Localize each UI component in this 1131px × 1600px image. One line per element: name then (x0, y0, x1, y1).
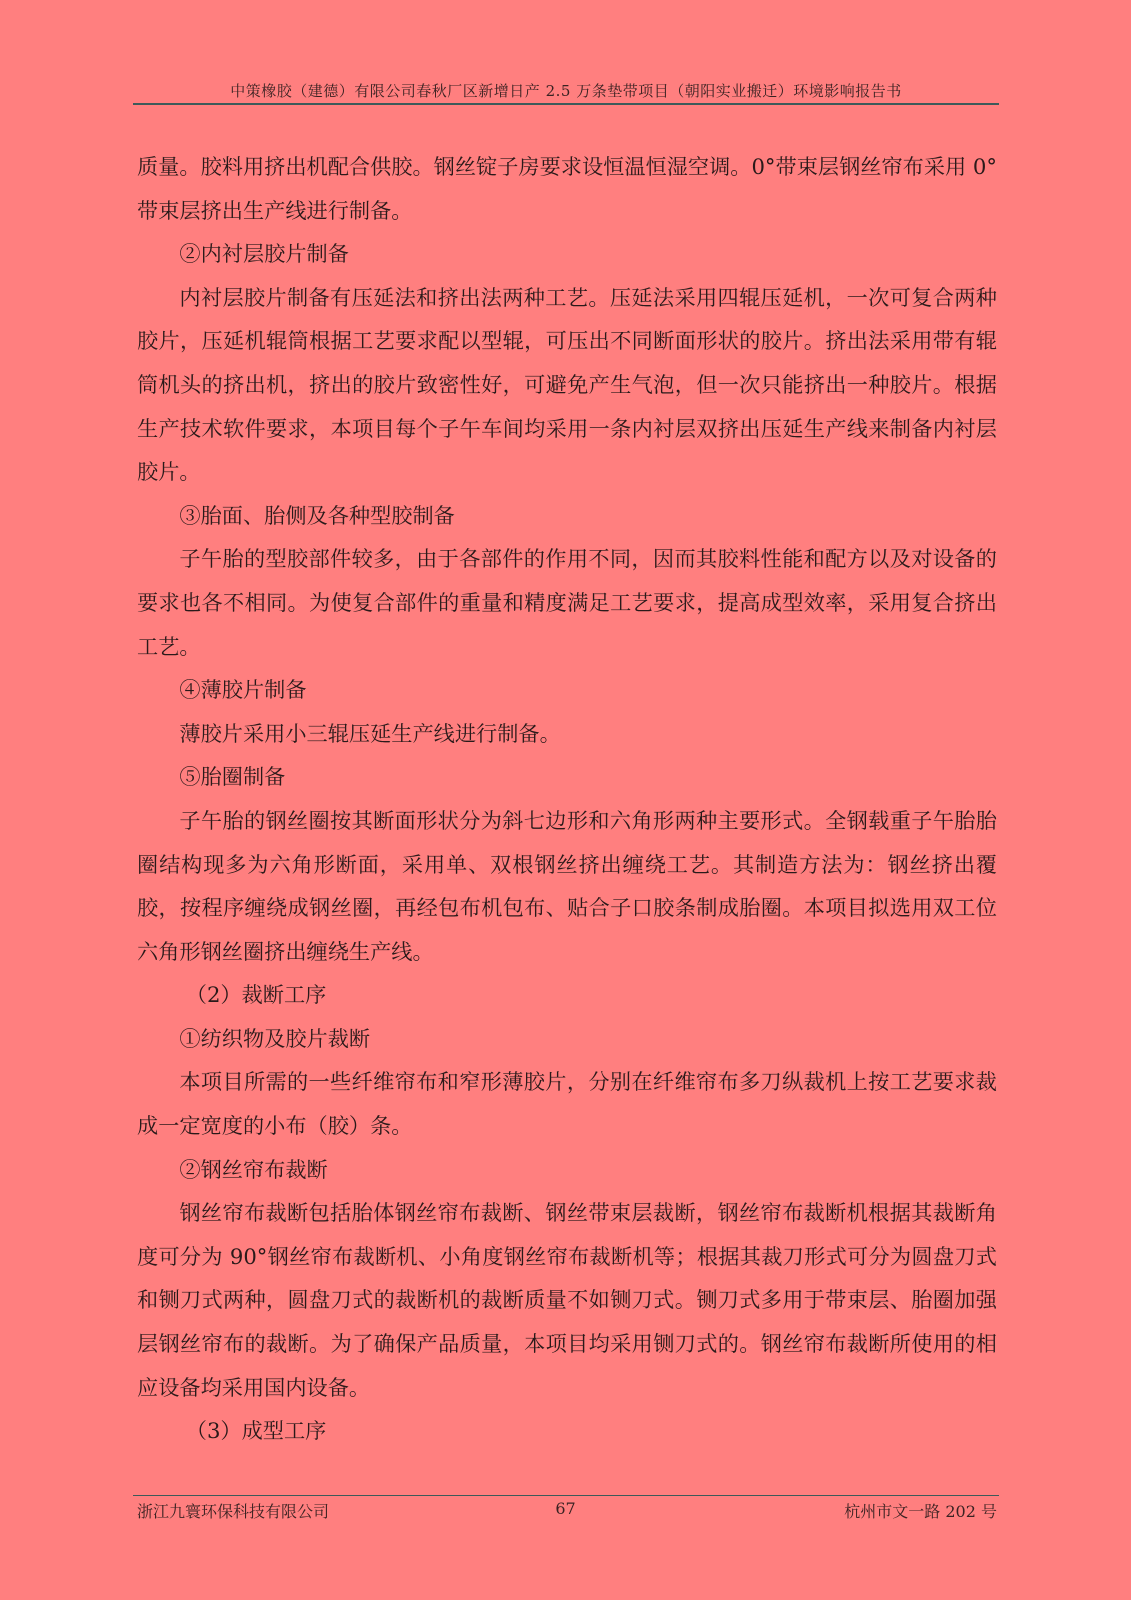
page-header: 中策橡胶（建德）有限公司春秋厂区新增日产 2.5 万条垫带项目（朝阳实业搬迁）环境影响报告书 (230, 82, 902, 100)
paragraph: 子午胎的钢丝圈按其断面形状分为斜七边形和六角形两种主要形式。全钢载重子午胎胎圈结构现多为六角形断面，采用单、双根钢丝挤出缠绕工艺。其制造方法为：钢丝挤出覆胶，按程序缠绕成钢丝圈，再经包布机包布、贴合子口胶条制成胎圈。本项目拟选用双工位六角形钢丝圈挤出缠绕生产线。 (137, 807, 997, 964)
subheading: ④薄胶片制备 (179, 677, 307, 703)
section-heading: （3）成型工序 (185, 1418, 327, 1444)
subheading: ③胎面、胎侧及各种型胶制备 (179, 502, 455, 528)
header-rule (133, 103, 999, 105)
paragraph: 钢丝帘布裁断包括胎体钢丝帘布裁断、钢丝带束层裁断，钢丝帘布裁断机根据其裁断角度可分为 90°钢丝帘布裁断机、小角度钢丝帘布裁断机等；根据其裁刀形式可分为圆盘刀式和铡刀式两种，圆盘刀式的裁断机的裁断质量不如铡刀式。铡刀式多用于带束层、胎圈加强层钢丝帘布的裁断。为了确保产品质量，本项目均采用铡刀式的。钢丝帘布裁断所使用的相应设备均采用国内设备。 (137, 1200, 997, 1400)
footer-rule (133, 1495, 999, 1496)
paragraph: 本项目所需的一些纤维帘布和窄形薄胶片，分别在纤维帘布多刀纵裁机上按工艺要求裁成一定宽度的小布（胶）条。 (137, 1069, 997, 1139)
paragraph: 内衬层胶片制备有压延法和挤出法两种工艺。压延法采用四辊压延机，一次可复合两种胶片，压延机辊筒根据工艺要求配以型辊，可压出不同断面形状的胶片。挤出法采用带有辊筒机头的挤出机，挤出的胶片致密性好，可避免产生气泡，但一次只能挤出一种胶片。根据生产技术软件要求，本项目每个子午车间均采用一条内衬层双挤出压延生产线来制备内衬层胶片。 (137, 284, 997, 485)
section-heading: （2）裁断工序 (185, 982, 327, 1008)
body-text (137, 145, 997, 1453)
footer-address: 杭州市文一路 202 号 (844, 1502, 997, 1521)
paragraph: 质量。胶料用挤出机配合供胶。钢丝锭子房要求设恒温恒湿空调。0°带束层钢丝帘布采用 0°带束层挤出生产线进行制备。 (137, 154, 998, 223)
subheading: ①纺织物及胶片裁断 (179, 1025, 371, 1051)
paragraph: 子午胎的型胶部件较多，由于各部件的作用不同，因而其胶料性能和配方以及对设备的要求也各不相同。为使复合部件的重量和精度满足工艺要求，提高成型效率，采用复合挤出工艺。 (137, 546, 997, 659)
subheading: ②钢丝帘布裁断 (179, 1156, 328, 1182)
footer-company: 浙江九寰环保科技有限公司 (137, 1502, 330, 1521)
paragraph: 薄胶片采用小三辊压延生产线进行制备。 (179, 720, 561, 746)
page-number: 67 (555, 1499, 576, 1518)
subheading: ②内衬层胶片制备 (179, 241, 349, 267)
subheading: ⑤胎圈制备 (179, 764, 286, 790)
